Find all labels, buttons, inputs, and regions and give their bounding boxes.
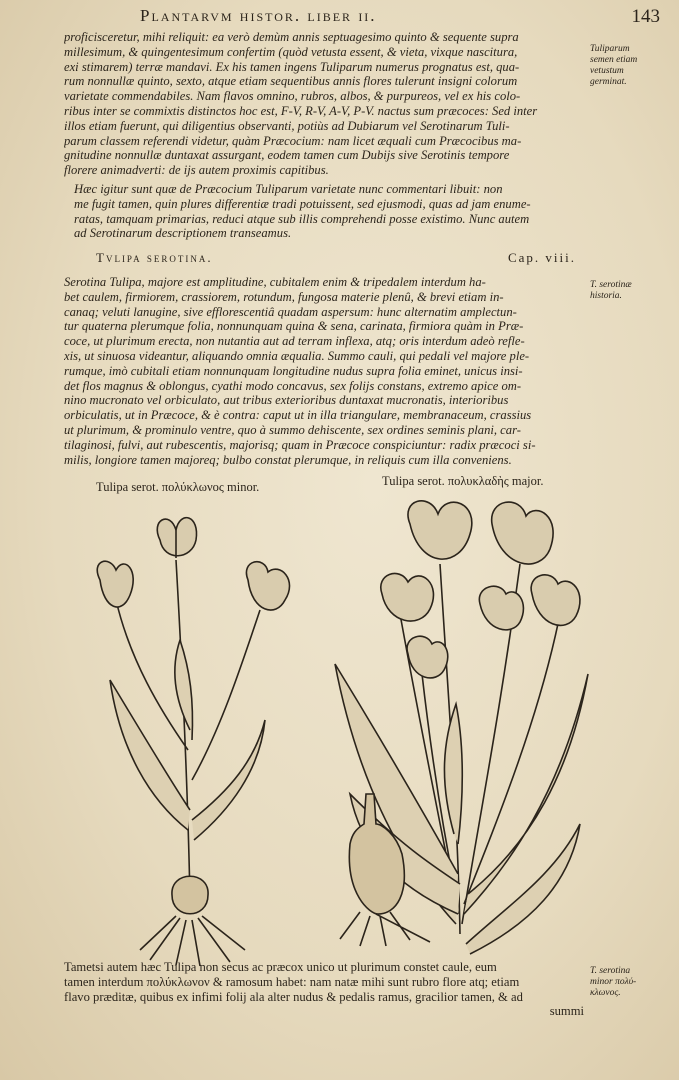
text-line: milis, longiore tamen majoreq; bulbo constat plerumque, in reliquis cum illa conveniens.: [64, 452, 512, 467]
paragraph-3: [64, 275, 584, 467]
text-line: canaq; veluti lanugine, sive efflorescentiâ quadam aspersum: hunc alternatim amplectun-: [64, 304, 517, 319]
text-line: det flos magnus & oblongus, cyathi modo concavus, sex folijs constans, extremo apice om-: [64, 378, 522, 393]
text-line: illos etiam fuerunt, qui diligentius observanti, potiùs ad Dubiarum vel Serotinarum Tuli-: [64, 118, 510, 133]
text-line: me fugit tamen, quin plures differentiæ tradi potuissent, sed ejusmodi, quas ad jam enume-: [74, 196, 531, 211]
section-title: Tvlipa serotina.: [96, 250, 213, 265]
paragraph-2: [64, 182, 584, 241]
running-title: Plantarvm histor. liber ii.: [140, 6, 377, 25]
text-line: exi stimarem) terræ mandavi. Ex his tamen ingens Tuliparum numerus prognatus est, qua-: [64, 59, 520, 74]
text-line: ribus inter se commixtis distinctos hoc est, F-V, R-V, A-V, P-V. nactus sum præcoces: Sed inter: [64, 103, 538, 118]
text-line: millesimum, & quingentesimum confertim (quòd vetusta essent, & vieta, vixque nascitura,: [64, 44, 518, 59]
margin-note-seed: [590, 44, 670, 88]
margin-note-line: minor πολύ-: [590, 977, 637, 987]
text-line: Serotina Tulipa, majore est amplitudine, cubitalem enim & tripedalem interdum ha-: [64, 275, 486, 289]
text-line: flavo præditæ, quibus ex infimi folij ala alter nudus & pedalis ramus, gracilior tamen, & ad: [64, 989, 523, 1004]
text-line: ut plurimum, & prominulo ventre, quo à summo dehiscente, sex ordines seminis plani, car-: [64, 422, 521, 437]
text-line: coce, ut plurimum erecta, non nutantia aut ad terram inflexa, atq; oris interdum adeò refle-: [64, 334, 525, 349]
caption-right: Tulipa serot. πολυκλαδὴς major.: [382, 474, 544, 488]
margin-note-line: T. serotina: [590, 966, 631, 976]
text-line: Hæc igitur sunt quæ de Præcocium Tuliparum varietate nunc commentari libuit: non: [74, 182, 503, 196]
section-heading: [96, 250, 576, 268]
text-line: nino mucronato vel orbiculato, aut tribus exterioribus duntaxat mucronatis, interioribus: [64, 393, 509, 408]
margin-note-history: [590, 280, 670, 302]
text-line: Tametsi autem hæc Tulipa non secus ac præcox unico ut plurimum constet caule, eum: [64, 960, 497, 974]
tulip-major-illustration: [330, 494, 595, 964]
text-line: summi: [549, 1004, 584, 1019]
text-line: florere animadverti: de ijs autem proximis capitibus.: [64, 163, 329, 178]
text-line: ad Serotinarum descriptionem transeamus.: [74, 226, 292, 241]
margin-note-line: historia.: [590, 291, 622, 301]
margin-note-line: vetustum: [590, 66, 624, 76]
text-line: rum nonnullæ quinto, sexto, atque etiam sequentibus annis flores tulerunt insigni colorum: [64, 74, 518, 89]
text-line: tamen interdum πολύκλωνον & ramosum habet: nam natæ mihi sunt rubro flore atq; etiam: [64, 974, 520, 989]
text-line: orbiculatis, ut in Præcoce, & è contra: caput ut in illa triangulare, membranaceum, crassius: [64, 408, 532, 423]
margin-note-line: T. serotinæ: [590, 280, 632, 290]
margin-note-minor: [590, 966, 670, 999]
text-line: ratas, tamquam primarias, reduci atque sub illis comprehendi posse existimo. Nunc autem: [74, 211, 530, 226]
text-line: xis, ut sinuosa videantur, aliquando omnia æqualia. Summo cauli, qui pedali vel majore ple-: [64, 348, 530, 363]
margin-note-line: semen etiam: [590, 55, 638, 65]
page-number: 143: [631, 6, 660, 27]
margin-note-line: κλωνος.: [590, 988, 621, 998]
text-line: bet caulem, firmiorem, crassiorem, rotundum, fungosa materie plenû, & brevi etiam in-: [64, 289, 504, 304]
text-line: varietate commendabiles. Nam flavos omnino, rubros, albos, & purpureos, vel ex his colo-: [64, 89, 521, 104]
text-line: gnitudine nonnullæ duntaxat assurgant, eodem tamen cum Dubijs sive Serotinis tempore: [64, 148, 510, 163]
caption-left: Tulipa serot. πολύκλωνος minor.: [96, 480, 260, 494]
margin-note-line: germinat.: [590, 77, 627, 87]
text-line: rumque, imò cubitali etiam nonnunquam longitudine nudus supra folia eminet, unicus insi-: [64, 363, 523, 378]
text-line: tilaginosi, fulvi, aut rubescentis, majorisq; quam in Præcoce conspiciuntur: radix præcoci si-: [64, 437, 536, 452]
page-header: [140, 6, 660, 28]
text-line: proficisceretur, mihi reliquit: ea verò demùm annis septuagesimo quinto & sequente supra: [64, 30, 519, 44]
tulip-minor-illustration: [80, 500, 310, 970]
paragraph-1: [64, 30, 584, 178]
margin-note-line: Tuliparum: [590, 44, 630, 54]
chapter-number: Cap. viii.: [507, 250, 576, 265]
text-line: tur quaterna plerumque folia, nonnunquam quina & sena, carinata, firmiora quàm in Præ-: [64, 319, 524, 334]
text-line: parum classem referendi videtur, quàm Præcocium: nam licet æquali cum Præcocibus ma-: [64, 133, 522, 148]
paragraph-4: [64, 960, 584, 1019]
